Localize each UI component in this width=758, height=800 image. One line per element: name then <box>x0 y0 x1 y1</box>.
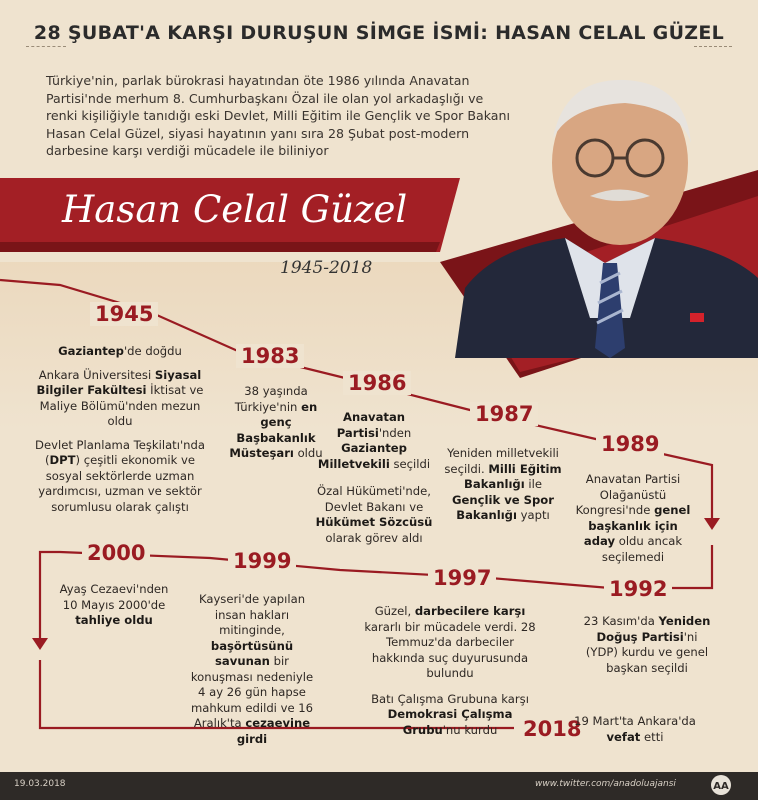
event-1999-text: Kayseri'de yapılan insan hakları mitinginde, başörtüsünü savunan bir konuşması nedeniyle 4 ay 26 gün hapse mahkum edildi ve 16 Aralık'ta cezaevine girdi <box>190 592 314 746</box>
event-1986-mp: Anavatan Partisi'nden Gaziantep Milletvekili seçildi <box>317 410 431 471</box>
event-1997-coup: Güzel, darbecilere karşı kararlı bir mücadele verdi. 28 Temmuz'da darbeciler hakkında suç duyurusunda bulundu <box>364 604 536 680</box>
event-2000 <box>58 582 170 629</box>
year-1986: 1986 <box>343 371 411 395</box>
intro-paragraph: Türkiye'nin, parlak bürokrasi hayatından öte 1986 yılında Anavatan Partisi'nde merhum 8. Cumhurbaşkanı Özal ile olan yol arkadaşlığı ve renki kişiliğiyle tanıdığı eski Devlet, Milli Eğitim ile Gençlik ve Spor Bakanı Hasan Celal Güzel, siyasi hayatının yanı sıra 28 Şubat post-modern darbesine karşı verdiği mücadele ile biliniyor <box>46 73 510 158</box>
event-1983-text: 38 yaşında Türkiye'nin en genç Başbakanlık Müsteşarı oldu <box>229 384 323 460</box>
year-1945: 1945 <box>90 302 158 326</box>
year-1983: 1983 <box>236 344 304 368</box>
event-1986-minister: Özal Hükümeti'nde, Devlet Bakanı ve Hükümet Sözcüsü olarak görev aldı <box>315 484 433 545</box>
event-1997-group: Batı Çalışma Grubuna karşı Demokrasi Çalışma Grubu'nu kurdu <box>371 691 529 737</box>
life-years: 1945-2018 <box>280 258 373 278</box>
event-2018 <box>568 714 702 745</box>
event-2018-text: 19 Mart'ta Ankara'da vefat etti <box>574 714 696 744</box>
year-1999: 1999 <box>228 549 296 573</box>
year-1992: 1992 <box>604 577 672 601</box>
anadolu-agency-logo <box>708 774 734 796</box>
event-1997 <box>360 604 540 738</box>
year-1997: 1997 <box>428 566 496 590</box>
page-title: 28 ŞUBAT'A KARŞI DURUŞUN SİMGE İSMİ: HASAN CELAL GÜZEL <box>33 22 725 44</box>
event-1992-text: 23 Kasım'da Yeniden Doğuş Partisi'ni (YDP) kurdu ve genel başkan seçildi <box>583 614 711 675</box>
event-1987-text: Yeniden milletvekili seçildi. Milli Eğitim Bakanlığı ile Gençlik ve Spor Bakanlığı yaptı <box>444 446 562 522</box>
event-1999 <box>188 592 316 747</box>
event-1992 <box>580 614 714 676</box>
event-1989-text: Anavatan Partisi Olağanüstü Kongresi'nde genel başkanlık için aday oldu ancak seçilemedi <box>575 472 691 564</box>
footer-twitter-link[interactable]: www.twitter.com/anadoluajansi <box>535 779 676 789</box>
event-1987 <box>441 446 565 524</box>
event-1945-birth: Gaziantep'de doğdu <box>58 344 182 358</box>
event-1945 <box>30 344 210 515</box>
event-1986 <box>313 410 435 546</box>
footer-date: 19.03.2018 <box>14 779 66 789</box>
year-2018: 2018 <box>518 717 586 741</box>
event-2000-text: Ayaş Cezaevi'nden 10 Mayıs 2000'de tahliye oldu <box>59 582 169 627</box>
logo-text: AA <box>713 781 729 792</box>
event-1945-dpt: Devlet Planlama Teşkilatı'nda (DPT) çeşitli ekonomik ve sosyal sektörlerde uzman yardımcısı, uzman ve sektör sorumlusu olarak çalıştı <box>35 437 205 514</box>
year-2000: 2000 <box>82 541 150 565</box>
person-name: Hasan Celal Güzel <box>62 188 408 231</box>
year-1989: 1989 <box>596 432 664 456</box>
event-1945-education: Ankara Üniversitesi Siyasal Bilgiler Fakültesi İktisat ve Maliye Bölümü'nden mezun oldu <box>36 367 204 428</box>
year-1987: 1987 <box>470 402 538 426</box>
event-1989 <box>574 472 692 565</box>
